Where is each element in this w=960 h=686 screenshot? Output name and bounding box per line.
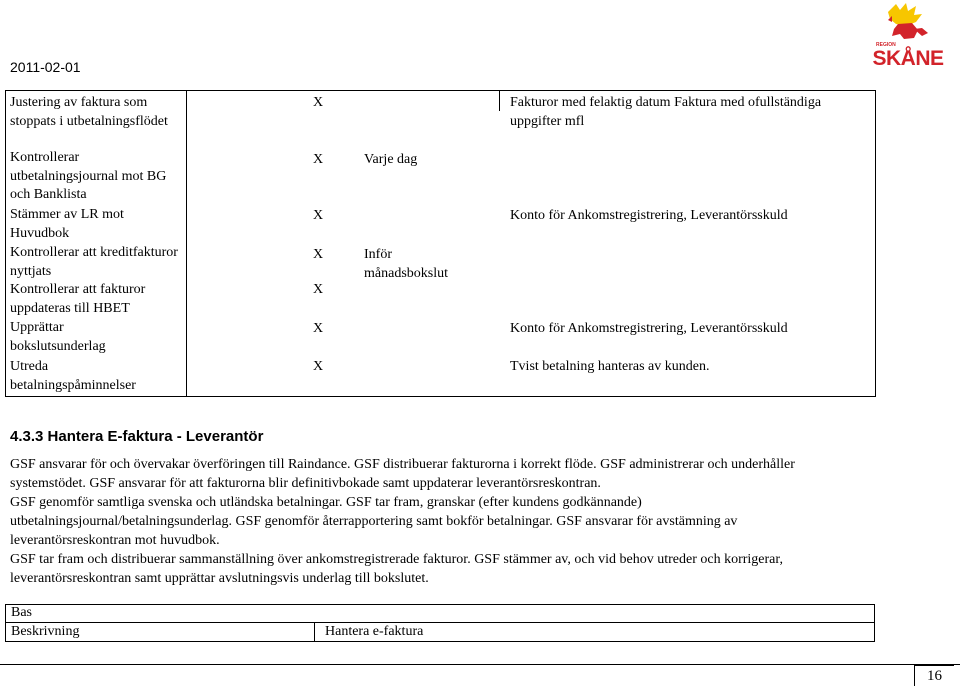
paragraph-line: GSF tar fram och distribuerar sammanställning över ankomstregistrerade fakturor. GSF stämmer av, och vid behov utreder och korrigerar, — [10, 552, 783, 567]
table-column-divider — [186, 91, 187, 396]
footer-table-process-cell — [314, 622, 875, 642]
table-cell-frequency: Varje dag — [364, 152, 418, 167]
paragraph-line: GSF genomför samtliga svenska och utländska betalningar. GSF tar fram, granskar (efter kundens godkännande) — [10, 495, 642, 510]
paragraph-line: GSF ansvarar för och övervakar överföringen till Raindance. GSF distribuerar fakturorna i korrekt flöde. GSF administrerar och underhåller — [10, 457, 795, 472]
region-skane-logo — [870, 2, 950, 70]
table-cell-x: X — [313, 152, 324, 167]
table-cell-x: X — [313, 282, 324, 297]
responsibility-table — [5, 90, 876, 397]
footer-table-beskrivning: Beskrivning — [11, 624, 80, 639]
paragraph-line: leverantörsreskontran samt upprättar avslutningsvis underlag till bokslutet. — [10, 571, 429, 586]
logo-text: SKÅNE — [872, 47, 944, 70]
paragraph-line: utbetalningsjournal/betalningsunderlag. GSF genomför återrapportering samt bokför betalningar. GSF ansvarar för avstämning av — [10, 514, 738, 529]
table-cell-comment: Fakturor med felaktig datum Faktura med ofullständiga uppgifter mfl — [510, 95, 822, 129]
footer-table-description-cell — [5, 622, 315, 642]
logo-small-text: REGION — [876, 42, 896, 48]
paragraph-line: systemstödet. GSF ansvarar för att fakturorna blir definitivbokade samt uppdaterar leverantörsreskontran. — [10, 476, 601, 491]
table-cell-activity: Utreda betalningspåminnelser — [10, 359, 136, 393]
table-cell-comment: Konto för Ankomstregistrering, Leverantörsskuld — [510, 321, 788, 336]
document-date: 2011-02-01 — [10, 59, 81, 75]
footer-table-bas: Bas — [11, 605, 32, 620]
table-cell-comment: Tvist betalning hanteras av kunden. — [510, 359, 710, 374]
table-column-divider — [499, 91, 500, 111]
table-cell-activity: Kontrollerar utbetalningsjournal mot BG och Banklista — [10, 150, 167, 202]
table-cell-x: X — [313, 247, 324, 262]
table-cell-frequency: Inför månadsbokslut — [364, 247, 448, 281]
table-cell-activity: Kontrollerar att kreditfakturor nyttjats — [10, 245, 178, 279]
table-cell-activity: Justering av faktura som stoppats i utbetalningsflödet — [10, 95, 168, 129]
table-cell-activity: Kontrollerar att fakturor uppdateras till HBET — [10, 282, 146, 316]
footer-rule — [0, 664, 960, 665]
table-cell-comment: Konto för Ankomstregistrering, Leverantörsskuld — [510, 208, 788, 223]
footer-table-hantera: Hantera e-faktura — [325, 624, 424, 639]
table-cell-activity: Stämmer av LR mot Huvudbok — [10, 207, 124, 241]
footer-table-bas-row — [5, 604, 875, 622]
page-number: 16 — [914, 665, 954, 686]
table-cell-x: X — [313, 208, 324, 223]
table-cell-x: X — [313, 95, 324, 110]
paragraph-line: leverantörsreskontran mot huvudbok. — [10, 533, 220, 548]
section-heading: 4.3.3 Hantera E-faktura - Leverantör — [10, 428, 264, 445]
table-cell-x: X — [313, 321, 324, 336]
table-cell-x: X — [313, 359, 324, 374]
table-cell-activity: Upprättar bokslutsunderlag — [10, 320, 106, 354]
